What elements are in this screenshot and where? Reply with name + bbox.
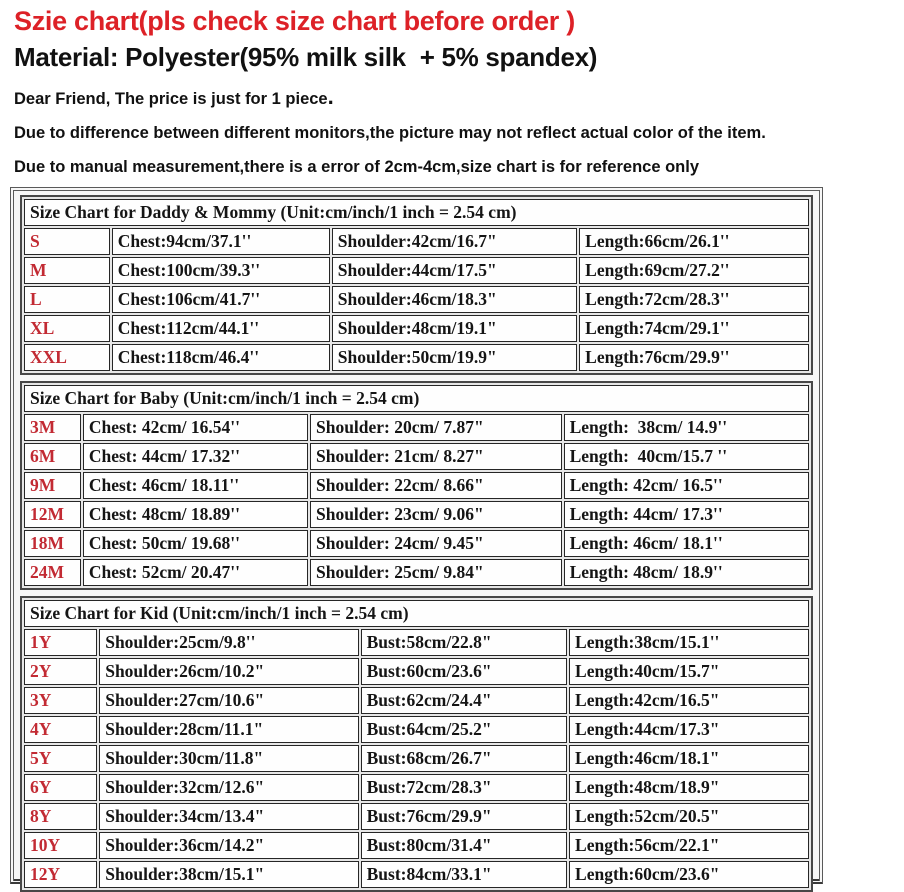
shoulder-cell: Shoulder:32cm/12.6"	[99, 774, 358, 801]
shoulder-cell: Shoulder: 21cm/ 8.27"	[310, 443, 562, 470]
length-cell: Length:42cm/16.5"	[569, 687, 809, 714]
size-cell: 4Y	[24, 716, 97, 743]
shoulder-cell: Shoulder:38cm/15.1"	[99, 861, 358, 888]
bust-cell: Bust:62cm/24.4"	[361, 687, 567, 714]
shoulder-cell: Shoulder:30cm/11.8"	[99, 745, 358, 772]
size-table-kid	[20, 596, 813, 892]
shoulder-cell: Shoulder:27cm/10.6"	[99, 687, 358, 714]
shoulder-cell: Shoulder: 24cm/ 9.45"	[310, 530, 562, 557]
shoulder-cell: Shoulder:50cm/19.9"	[332, 344, 577, 371]
table-row	[24, 443, 809, 470]
bust-cell: Bust:76cm/29.9"	[361, 803, 567, 830]
length-cell: Length:76cm/29.9''	[579, 344, 809, 371]
size-cell: XXL	[24, 344, 110, 371]
length-cell: Length:38cm/15.1''	[569, 629, 809, 656]
table-row	[24, 344, 809, 371]
chest-cell: Chest: 42cm/ 16.54''	[83, 414, 308, 441]
table-row	[24, 745, 809, 772]
length-cell: Length:40cm/15.7"	[569, 658, 809, 685]
chest-cell: Chest: 52cm/ 20.47''	[83, 559, 308, 586]
shoulder-cell: Shoulder:28cm/11.1"	[99, 716, 358, 743]
table-title: Size Chart for Kid (Unit:cm/inch/1 inch = 2.54 cm)	[24, 600, 809, 627]
table-row	[24, 472, 809, 499]
table-title-row	[24, 199, 809, 226]
table-row	[24, 716, 809, 743]
shoulder-cell: Shoulder:26cm/10.2"	[99, 658, 358, 685]
table-row	[24, 861, 809, 888]
size-cell: S	[24, 228, 110, 255]
shoulder-cell: Shoulder:36cm/14.2"	[99, 832, 358, 859]
chest-cell: Chest:106cm/41.7''	[112, 286, 330, 313]
size-cell: 3M	[24, 414, 81, 441]
chest-cell: Chest: 46cm/ 18.11''	[83, 472, 308, 499]
table-row	[24, 530, 809, 557]
note-monitor: Due to difference between different monitors,the picture may not reflect actual color of the item.	[14, 124, 766, 142]
table-row	[24, 803, 809, 830]
chest-cell: Chest:100cm/39.3''	[112, 257, 330, 284]
size-cell: 12Y	[24, 861, 97, 888]
note-price-text: Dear Friend, The price is just for 1 piece	[14, 90, 328, 108]
shoulder-cell: Shoulder: 25cm/ 9.84"	[310, 559, 562, 586]
note-measure: Due to manual measurement,there is a error of 2cm-4cm,size chart is for reference only	[14, 158, 699, 176]
table-row	[24, 414, 809, 441]
size-cell: 9M	[24, 472, 81, 499]
table-row	[24, 315, 809, 342]
size-table-baby	[20, 381, 813, 590]
shoulder-cell: Shoulder: 20cm/ 7.87"	[310, 414, 562, 441]
shoulder-cell: Shoulder:25cm/9.8''	[99, 629, 358, 656]
chest-cell: Chest: 50cm/ 19.68''	[83, 530, 308, 557]
size-cell: 3Y	[24, 687, 97, 714]
size-cell: 18M	[24, 530, 81, 557]
table-row	[24, 774, 809, 801]
size-cell: 1Y	[24, 629, 97, 656]
chest-cell: Chest: 44cm/ 17.32''	[83, 443, 308, 470]
size-chart-container	[10, 187, 823, 884]
length-cell: Length:44cm/17.3"	[569, 716, 809, 743]
length-cell: Length: 38cm/ 14.9''	[564, 414, 809, 441]
length-cell: Length: 46cm/ 18.1''	[564, 530, 809, 557]
size-cell: M	[24, 257, 110, 284]
shoulder-cell: Shoulder:44cm/17.5"	[332, 257, 577, 284]
table-title: Size Chart for Daddy & Mommy (Unit:cm/inch/1 inch = 2.54 cm)	[24, 199, 809, 226]
shoulder-cell: Shoulder:34cm/13.4"	[99, 803, 358, 830]
shoulder-cell: Shoulder:48cm/19.1"	[332, 315, 577, 342]
table-row	[24, 629, 809, 656]
header-block	[0, 0, 904, 176]
length-cell: Length: 48cm/ 18.9''	[564, 559, 809, 586]
table-row	[24, 559, 809, 586]
chest-cell: Chest:118cm/46.4''	[112, 344, 330, 371]
shoulder-cell: Shoulder: 23cm/ 9.06"	[310, 501, 562, 528]
length-cell: Length: 44cm/ 17.3''	[564, 501, 809, 528]
table-row	[24, 832, 809, 859]
shoulder-cell: Shoulder: 22cm/ 8.66"	[310, 472, 562, 499]
length-cell: Length:72cm/28.3''	[579, 286, 809, 313]
table-title: Size Chart for Baby (Unit:cm/inch/1 inch = 2.54 cm)	[24, 385, 809, 412]
size-cell: L	[24, 286, 110, 313]
shoulder-cell: Shoulder:46cm/18.3"	[332, 286, 577, 313]
material-line: Material: Polyester(95% milk silk + 5% spandex)	[14, 42, 598, 72]
length-cell: Length:69cm/27.2''	[579, 257, 809, 284]
table-row	[24, 658, 809, 685]
size-table-adult	[20, 195, 813, 375]
size-cell: 24M	[24, 559, 81, 586]
size-cell: 8Y	[24, 803, 97, 830]
shoulder-cell: Shoulder:42cm/16.7"	[332, 228, 577, 255]
length-cell: Length: 40cm/15.7 ''	[564, 443, 809, 470]
note-price-period: .	[327, 84, 334, 109]
page-title: Szie chart(pls check size chart before order )	[14, 6, 575, 36]
length-cell: Length:48cm/18.9"	[569, 774, 809, 801]
length-cell: Length:74cm/29.1''	[579, 315, 809, 342]
size-cell: 12M	[24, 501, 81, 528]
bust-cell: Bust:84cm/33.1"	[361, 861, 567, 888]
length-cell: Length:52cm/20.5"	[569, 803, 809, 830]
size-cell: 2Y	[24, 658, 97, 685]
length-cell: Length:56cm/22.1"	[569, 832, 809, 859]
bust-cell: Bust:58cm/22.8"	[361, 629, 567, 656]
size-cell: 6M	[24, 443, 81, 470]
table-row	[24, 286, 809, 313]
table-row	[24, 257, 809, 284]
size-cell: 6Y	[24, 774, 97, 801]
table-row	[24, 501, 809, 528]
chest-cell: Chest:94cm/37.1''	[112, 228, 330, 255]
bust-cell: Bust:60cm/23.6"	[361, 658, 567, 685]
size-cell: XL	[24, 315, 110, 342]
bust-cell: Bust:72cm/28.3"	[361, 774, 567, 801]
length-cell: Length: 42cm/ 16.5''	[564, 472, 809, 499]
chest-cell: Chest: 48cm/ 18.89''	[83, 501, 308, 528]
length-cell: Length:66cm/26.1''	[579, 228, 809, 255]
note-price	[14, 84, 904, 109]
size-cell: 10Y	[24, 832, 97, 859]
table-row	[24, 228, 809, 255]
size-cell: 5Y	[24, 745, 97, 772]
bust-cell: Bust:68cm/26.7"	[361, 745, 567, 772]
chest-cell: Chest:112cm/44.1''	[112, 315, 330, 342]
bust-cell: Bust:80cm/31.4"	[361, 832, 567, 859]
length-cell: Length:46cm/18.1"	[569, 745, 809, 772]
table-title-row	[24, 385, 809, 412]
bust-cell: Bust:64cm/25.2"	[361, 716, 567, 743]
length-cell: Length:60cm/23.6"	[569, 861, 809, 888]
table-row	[24, 687, 809, 714]
table-title-row	[24, 600, 809, 627]
